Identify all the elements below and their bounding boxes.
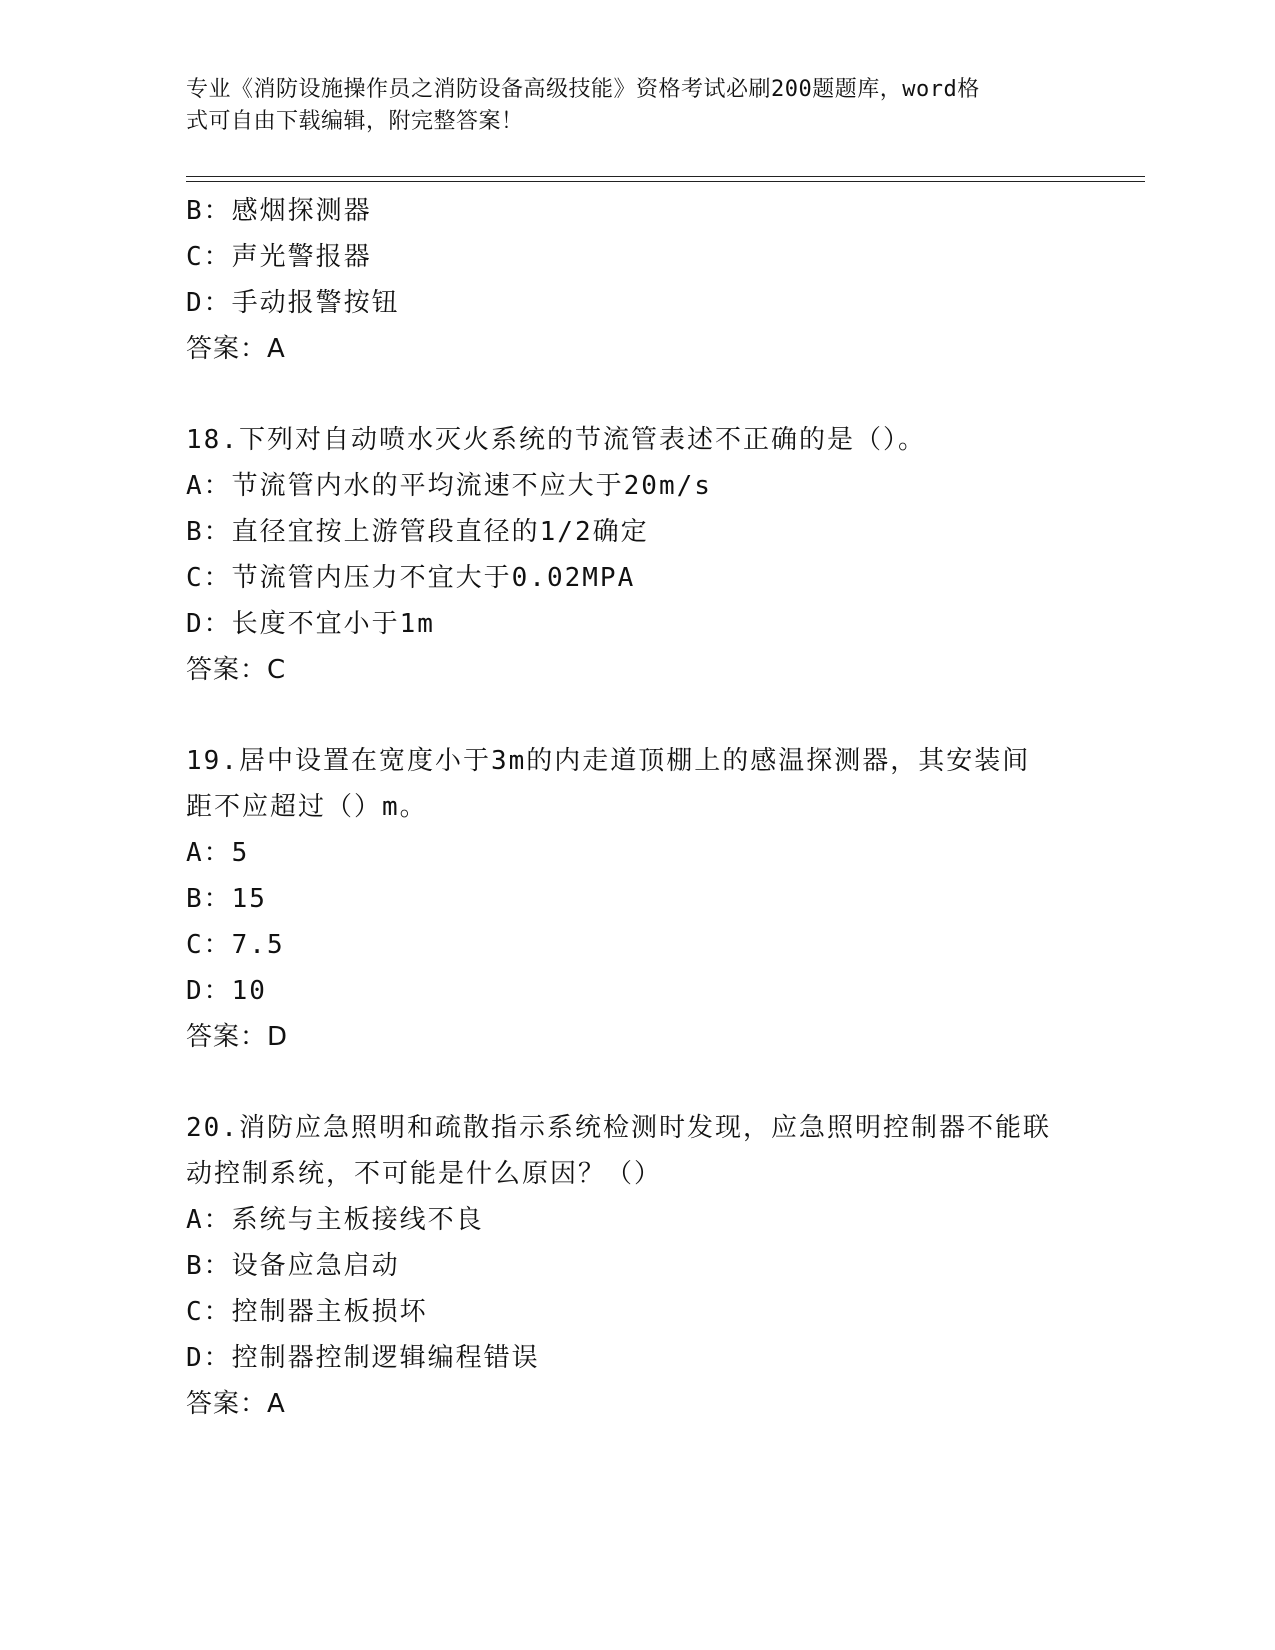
option-b: B：15 xyxy=(186,884,267,914)
answer: 答案：D xyxy=(186,1022,289,1052)
option-d: D：手动报警按钮 xyxy=(186,288,400,318)
question-stem-line-2: 距不应超过（）m。 xyxy=(186,792,428,822)
option-d: D：控制器控制逻辑编程错误 xyxy=(186,1343,540,1373)
answer: 答案：A xyxy=(186,334,286,364)
question-19 xyxy=(186,738,1086,1060)
option-b: B：设备应急启动 xyxy=(186,1251,400,1281)
option-b: B：感烟探测器 xyxy=(186,196,372,226)
question-stem-line-1: 20.消防应急照明和疏散指示系统检测时发现，应急照明控制器不能联 xyxy=(186,1113,1051,1143)
question-list xyxy=(186,188,1086,1427)
header-rule-top xyxy=(186,176,1145,177)
question-stem: 18.下列对自动喷水灭火系统的节流管表述不正确的是（）。 xyxy=(186,425,926,455)
header-rule-bottom xyxy=(186,181,1145,182)
question-stem-line-2: 动控制系统，不可能是什么原因？（） xyxy=(186,1159,663,1189)
option-d: D：10 xyxy=(186,976,267,1006)
document-header xyxy=(186,74,1086,138)
question-17-continued xyxy=(186,188,1086,372)
answer: 答案：C xyxy=(186,655,287,685)
option-a: A：节流管内水的平均流速不应大于20m/s xyxy=(186,471,712,501)
option-c: C：7.5 xyxy=(186,930,285,960)
question-stem-line-1: 19.居中设置在宽度小于3m的内走道顶棚上的感温探测器，其安装间 xyxy=(186,746,1031,776)
question-18 xyxy=(186,417,1086,693)
header-line-2: 式可自由下载编辑，附完整答案！ xyxy=(186,109,524,134)
option-c: C：声光警报器 xyxy=(186,242,372,272)
answer: 答案：A xyxy=(186,1389,286,1419)
option-d: D：长度不宜小于1m xyxy=(186,609,435,639)
option-a: A：系统与主板接线不良 xyxy=(186,1205,484,1235)
option-b: B：直径宜按上游管段直径的1/2确定 xyxy=(186,517,649,547)
header-line-1: 专业《消防设施操作员之消防设备高级技能》资格考试必刷200题题库，word格 xyxy=(186,77,980,102)
question-20 xyxy=(186,1105,1086,1427)
option-c: C：控制器主板损坏 xyxy=(186,1297,428,1327)
option-a: A：5 xyxy=(186,838,250,868)
option-c: C：节流管内压力不宜大于0.02MPA xyxy=(186,563,636,593)
